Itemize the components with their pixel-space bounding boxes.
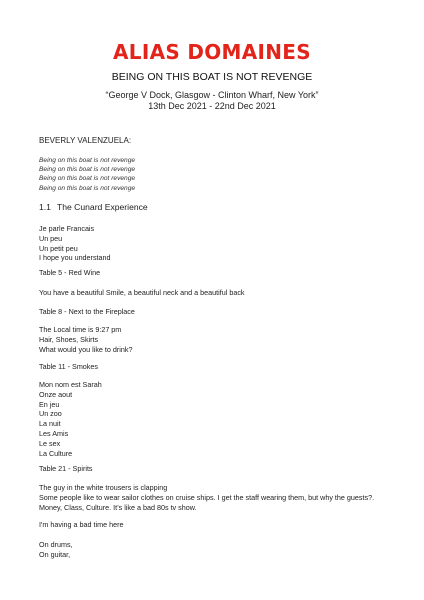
text-block	[39, 540, 399, 560]
text-line: Le sex	[39, 438, 61, 448]
text-line: On guitar,	[39, 549, 71, 559]
text-line: En jeu	[39, 399, 60, 409]
text-line: I'm having a bad time here	[39, 520, 124, 529]
text-block	[39, 380, 399, 458]
table-heading: Table 5 - Red Wine	[39, 268, 101, 277]
table-heading: Table 8 - Next to the Fireplace	[39, 307, 135, 316]
document-title: BEING ON THIS BOAT IS NOT REVENGE	[111, 71, 313, 83]
text-line: La nuit	[39, 419, 61, 429]
date-range: 13th Dec 2021 - 22nd Dec 2021	[148, 101, 276, 111]
section-heading	[39, 203, 399, 213]
text-line: What would you like to drink?	[39, 344, 133, 354]
text-line: Un petit peu	[39, 243, 78, 253]
text-block	[39, 483, 399, 512]
table-heading: Table 11 - Smokes	[39, 362, 98, 371]
speaker-name: BEVERLY VALENZUELA:	[39, 136, 132, 145]
refrain-line: Being on this boat is not revenge	[39, 166, 136, 174]
text-line: Un peu	[39, 233, 63, 243]
text-line: Hair, Shoes, Skirts	[39, 334, 99, 344]
text-line: Les Amis	[39, 428, 69, 438]
refrain-line: Being on this boat is not revenge	[39, 184, 136, 192]
text-block	[39, 288, 399, 298]
text-line: Un zoo	[39, 409, 62, 419]
text-block	[39, 325, 399, 354]
location-line: “George V Dock, Glasgow - Clinton Wharf, New York”	[105, 90, 319, 100]
text-line: Je parle Francais	[39, 224, 95, 233]
table-heading: Table 21 - Spirits	[39, 464, 93, 473]
text-line: The guy in the white trousers is clapping	[39, 483, 168, 492]
text-line: I hope you understand	[39, 253, 111, 263]
refrain-line: Being on this boat is not revenge	[39, 175, 136, 183]
refrain-block	[39, 156, 399, 193]
text-block	[39, 224, 399, 263]
section-number: 1.1	[39, 202, 51, 212]
text-block	[39, 520, 399, 530]
refrain-line: Being on this boat is not revenge	[39, 157, 136, 164]
text-line: Some people like to wear sailor clothes on cruise ships. I get the staff wearing them, but why the guests?. Money, Class, Culture. It’s like a bad 80s tv show.	[39, 492, 375, 512]
text-line: Onze aout	[39, 389, 73, 399]
text-line: Mon nom est Sarah	[39, 380, 102, 389]
text-line: You have a beautiful Smile, a beautiful neck and a beautiful back	[39, 288, 245, 297]
text-line: On drums,	[39, 540, 73, 549]
brand-title: ALIAS DOMAINES	[113, 40, 311, 64]
text-line: The Local time is 9:27 pm	[39, 325, 122, 334]
section-title: The Cunard Experience	[56, 202, 148, 212]
text-line: La Culture	[39, 448, 73, 458]
